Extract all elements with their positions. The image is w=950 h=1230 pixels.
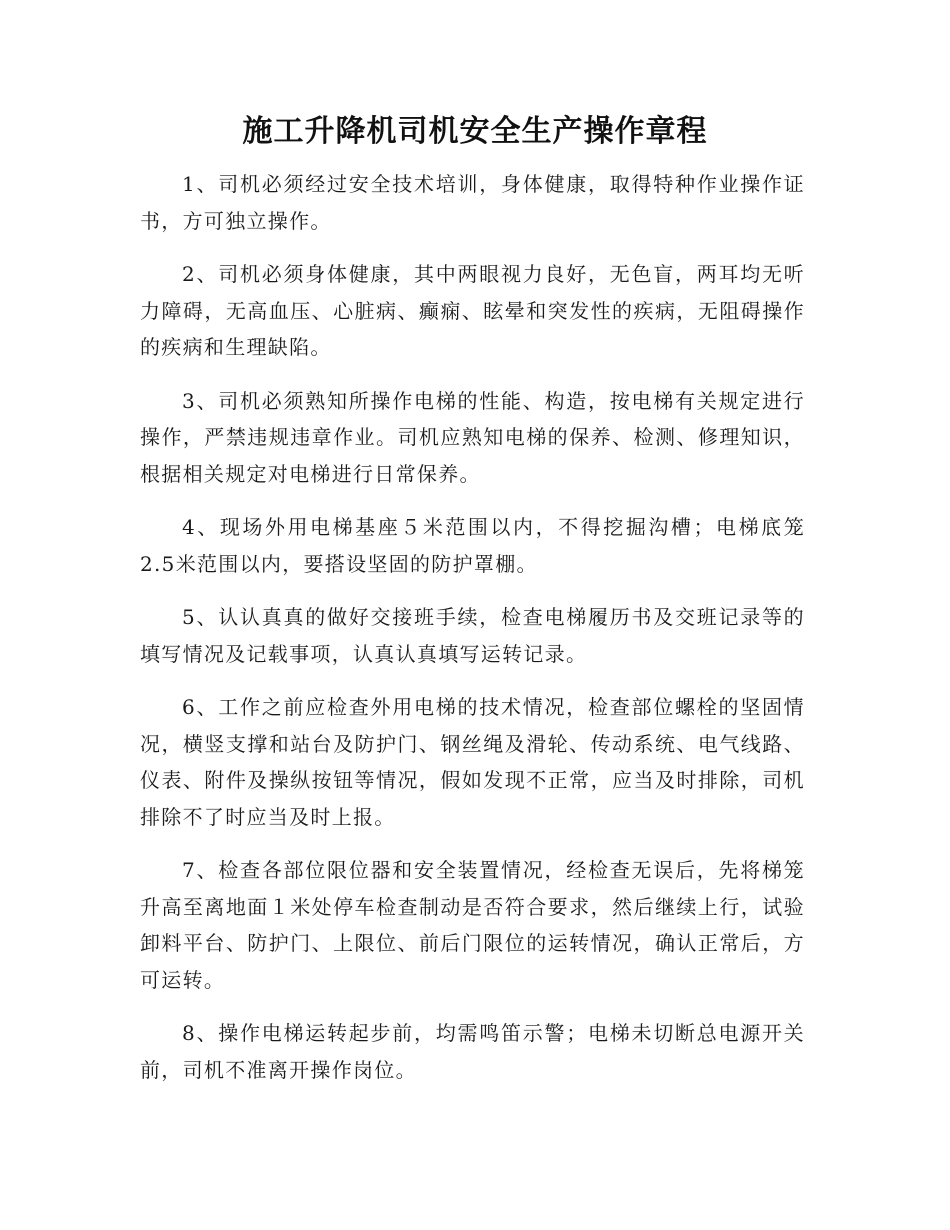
paragraph-1: 1、司机必须经过安全技术培训，身体健康，取得特种作业操作证书，方可独立操作。: [140, 172, 805, 233]
paragraph-7: 7、检查各部位限位器和安全装置情况，经检查无误后，先将梯笼升高至离地面１米处停车检查制动是否符合要求，然后继续上行，试验卸料平台、防护门、上限位、前后门限位的运转情况，确认正常后，方可运转。: [140, 858, 805, 992]
paragraph-6: 6、工作之前应检查外用电梯的技术情况，检查部位螺栓的坚固情况，横竖支撑和站台及防护门、钢丝绳及滑轮、传动系统、电气线路、仪表、附件及操纵按钮等情况，假如发现不正常，应当及时排除，司机排除不了时应当及时上报。: [140, 695, 805, 829]
document-title: 施工升降机司机安全生产操作章程: [242, 114, 708, 149]
paragraph-8: 8、操作电梯运转起步前，均需鸣笛示警；电梯未切断总电源开关前，司机不准离开操作岗位。: [140, 1021, 805, 1082]
paragraph-3: 3、司机必须熟知所操作电梯的性能、构造，按电梯有关规定进行操作，严禁违规违章作业。司机应熟知电梯的保养、检测、修理知识，根据相关规定对电梯进行日常保养。: [140, 388, 805, 486]
paragraph-5: 5、认认真真的做好交接班手续，检查电梯履历书及交班记录等的填写情况及记载事项，认真认真填写运转记录。: [140, 605, 805, 666]
paragraph-4: 4、现场外用电梯基座５米范围以内，不得挖掘沟槽；电梯底笼2.5米范围以内，要搭设坚固的防护罩棚。: [140, 515, 805, 576]
paragraph-2: 2、司机必须身体健康，其中两眼视力良好，无色盲，两耳均无听力障碍，无高血压、心脏病、癫痫、眩晕和突发性的疾病，无阻碍操作的疾病和生理缺陷。: [140, 262, 805, 359]
document-body: [140, 166, 805, 1105]
